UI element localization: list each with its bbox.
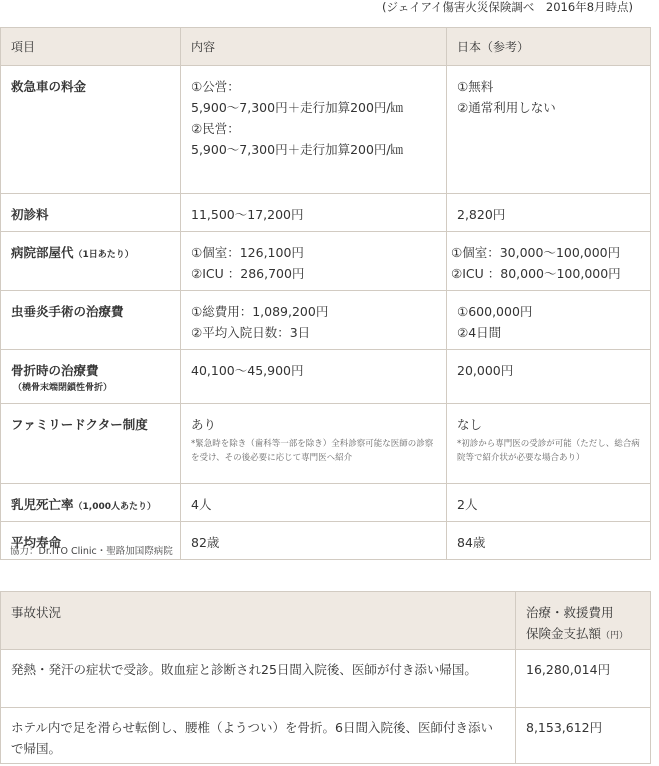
japan-line: 2,820円 [457, 207, 506, 222]
row-japan [447, 404, 651, 484]
table-row [1, 708, 651, 764]
content-note: *緊急時を除き（歯科等一部を除き）全科診察可能な医師の診察を受け、その後必要に応じて専門医へ紹介 [191, 439, 434, 463]
header-item: 項目 [1, 28, 181, 66]
row-situation: ホテル内で足を滑らせ転倒し、腰椎（ようつい）を骨折。6日間入院後、医師付き添いで帰国。 [1, 708, 516, 764]
cooperation-note: 協力：Dr.ITO Clinic・聖路加国際病院 [10, 546, 173, 557]
row-item-sub: （1日あたり） [73, 250, 134, 260]
header-amount [516, 592, 651, 650]
content-line: ①公営： [191, 79, 240, 94]
content-line: ②平均入院日数：3日 [191, 325, 311, 340]
table-row [1, 66, 651, 194]
content-line: 11,500～17,200円 [191, 207, 304, 222]
japan-line: ②4日間 [457, 325, 502, 340]
header-amount-label: 保険金支払額 [526, 626, 602, 641]
table-row [1, 194, 651, 232]
table-row [1, 650, 651, 708]
table-row [1, 232, 651, 291]
japan-line: ②ICU ：80,000～100,000円 [451, 266, 621, 281]
content-line: あり [191, 417, 217, 432]
row-item [1, 350, 181, 404]
row-content [181, 291, 447, 350]
claims-table [0, 591, 651, 764]
content-line: ②ICU ：286,700円 [191, 266, 305, 281]
header-amount-line1: 治療・救援費用 [526, 605, 614, 620]
content-line: 40,100～45,900円 [191, 363, 304, 378]
content-line: 82歳 [191, 535, 220, 550]
row-japan [447, 522, 651, 560]
header-situation: 事故状況 [1, 592, 516, 650]
content-line: ①総費用：1,089,200円 [191, 304, 329, 319]
row-content [181, 194, 447, 232]
row-content [181, 66, 447, 194]
table-header-row [1, 592, 651, 650]
row-japan [447, 194, 651, 232]
japan-line: ①無料 [457, 79, 494, 94]
row-item [1, 484, 181, 522]
row-japan [447, 350, 651, 404]
row-item-label: 乳児死亡率 [11, 497, 74, 512]
japan-line: 2人 [457, 497, 478, 512]
header-japan: 日本（参考） [447, 28, 651, 66]
content-line: ②民営： [191, 121, 240, 136]
row-situation: 発熱・発汗の症状で受診。敗血症と診断され25日間入院後、医師が付き添い帰国。 [1, 650, 516, 708]
content-line: 5,900～7,300円＋走行加算200円/㎞ [191, 100, 404, 115]
content-line: 4人 [191, 497, 212, 512]
row-japan [447, 484, 651, 522]
row-item: ファミリードクター制度 [1, 404, 181, 484]
table-header-row [1, 28, 651, 66]
row-item-sub: （橈骨末端閉鎖性骨折） [13, 383, 113, 393]
row-item-label: 骨折時の治療費 [11, 363, 99, 378]
row-item [1, 232, 181, 291]
row-item: 平均寿命 [1, 522, 181, 560]
header-amount-line2 [526, 623, 640, 647]
content-line: 5,900～7,300円＋走行加算200円/㎞ [191, 142, 404, 157]
header-content: 内容 [181, 28, 447, 66]
row-item: 虫垂炎手術の治療費 [1, 291, 181, 350]
comparison-table [0, 27, 651, 560]
row-item-label: 病院部屋代 [11, 245, 74, 260]
japan-line: ①個室：30,000～100,000円 [451, 245, 621, 260]
japan-line: 20,000円 [457, 363, 514, 378]
row-content [181, 522, 447, 560]
row-content [181, 484, 447, 522]
table-row [1, 484, 651, 522]
row-amount: 16,280,014円 [516, 650, 651, 708]
header-amount-unit: （円） [601, 631, 629, 641]
row-content [181, 404, 447, 484]
table-row [1, 404, 651, 484]
content-line: ①個室：126,100円 [191, 245, 304, 260]
row-item: 初診料 [1, 194, 181, 232]
row-japan [447, 291, 651, 350]
row-content [181, 350, 447, 404]
japan-line: 84歳 [457, 535, 486, 550]
japan-line: ②通常利用しない [457, 100, 556, 115]
row-content [181, 232, 447, 291]
japan-note: *初診から専門医の受診が可能（ただし、総合病院等で紹介状が必要な場合あり） [457, 439, 640, 463]
row-item: 救急車の料金 [1, 66, 181, 194]
row-japan [447, 232, 651, 291]
table-row [1, 350, 651, 404]
row-amount: 8,153,612円 [516, 708, 651, 764]
japan-line: なし [457, 417, 483, 432]
row-item-sub: （1,000人あたり） [73, 502, 156, 512]
row-japan [447, 66, 651, 194]
japan-line: ①600,000円 [457, 304, 533, 319]
table-row [1, 291, 651, 350]
source-note: (ジェイアイ傷害火災保険調べ 2016年8月時点) [382, 0, 633, 14]
